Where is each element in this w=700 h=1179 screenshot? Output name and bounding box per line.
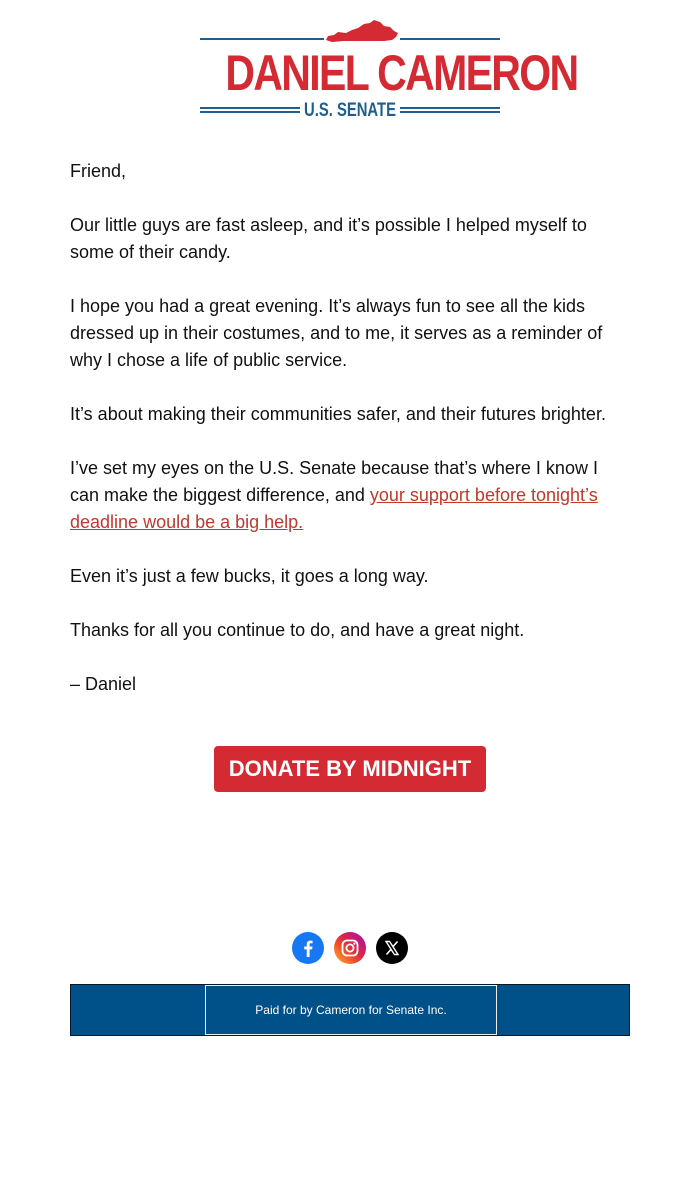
- letter-body: [70, 158, 630, 725]
- kentucky-state-icon: [324, 18, 400, 44]
- logo-subtitle: U.S. SENATE: [304, 100, 396, 121]
- campaign-logo: [198, 18, 578, 122]
- paragraph-2: I hope you had a great evening. It’s always fun to see all the kids dressed up in their costumes, and to me, it serves as a reminder of why I chose a life of public service.: [70, 296, 603, 370]
- logo-top-rule-right: [400, 38, 500, 40]
- facebook-icon[interactable]: [292, 932, 324, 964]
- paragraph-3: It’s about making their communities safer, and their futures brighter.: [70, 404, 606, 424]
- logo-sub-lines-right: [400, 107, 500, 115]
- paragraph-5: Even it’s just a few bucks, it goes a long way.: [70, 566, 429, 586]
- paragraph-4-text: I’ve set my eyes on the U.S. Senate because that’s where I know I can make the biggest difference, and: [70, 458, 598, 505]
- paragraph-4: [70, 455, 630, 536]
- x-icon[interactable]: [376, 932, 408, 964]
- donate-button[interactable]: DONATE BY MIDNIGHT: [214, 746, 486, 792]
- greeting: Friend,: [70, 161, 127, 181]
- signature: – Daniel: [70, 674, 137, 694]
- logo-name: DANIEL CAMERON: [225, 45, 578, 101]
- instagram-icon[interactable]: [334, 932, 366, 964]
- paragraph-6: Thanks for all you continue to do, and have a great night.: [70, 620, 525, 640]
- logo-subtitle-row: [198, 100, 502, 122]
- support-link[interactable]: your support before tonight’s deadline would be a big help.: [70, 485, 598, 532]
- footer-bar: [70, 984, 630, 1036]
- logo-top-rule-left: [200, 38, 324, 40]
- paragraph-1: Our little guys are fast asleep, and it’s possible I helped myself to some of their candy.: [70, 215, 587, 262]
- paid-for-disclaimer: Paid for by Cameron for Senate Inc.: [205, 985, 497, 1035]
